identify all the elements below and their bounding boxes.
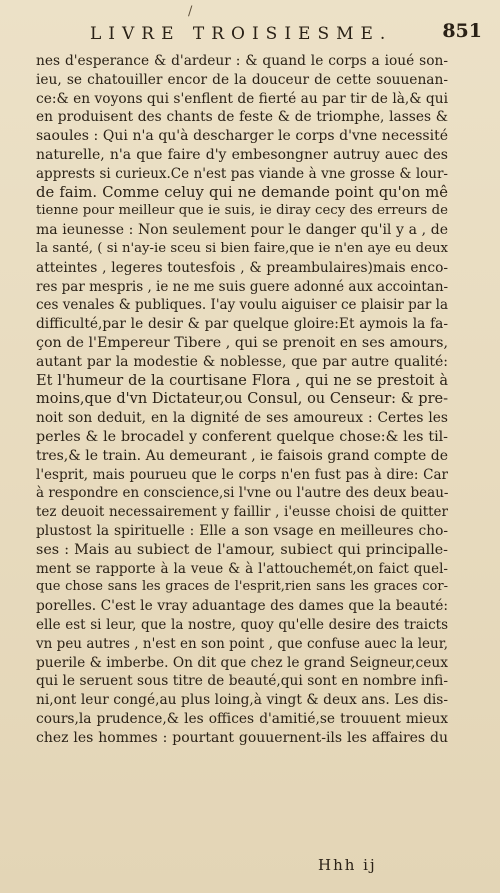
text-line: res par mespris , ie ne me suis guere adonné aux accointan- — [36, 278, 449, 295]
text-line: ieu, se chatouiller encor de la douceur de cette souuenan- — [36, 71, 448, 88]
text-line: à respondre en conscience,si l'vne ou l'autre des deux beau- — [36, 485, 449, 502]
text-line: çon de l'Empereur Tibere , qui se prenoit en ses amours, — [36, 334, 448, 351]
running-title: LIVRE TROISIESME. — [90, 24, 393, 44]
text-line: saoules : Qui n'a qu'à descharger le corps d'vne necessité — [36, 128, 448, 145]
text-line: chez les hommes : pourtant gouuernent-ils les affaires du — [36, 729, 448, 746]
text-line: ma ieunesse : Non seulement pour le danger qu'il y a , de — [36, 222, 448, 239]
text-line: puerile & imberbe. On dit que chez le grand Seigneur,ceux — [36, 654, 448, 671]
text-line: ni,ont leur congé,au plus loing,à vingt & deux ans. Les dis- — [36, 692, 448, 709]
text-line: atteintes , legeres toutesfois , & preambulaires)mais enco- — [36, 259, 448, 276]
text-line: Et l'humeur de la courtisane Flora , qui ne se prestoit à — [36, 372, 448, 389]
signature-mark: Hhh ij — [318, 856, 377, 874]
text-line: tres,& le train. Au demeurant , ie faisois grand compte de — [36, 447, 448, 464]
text-line: ment se rapporte à la veue & à l'attouchemét,on faict quel- — [36, 560, 448, 577]
text-line: ce:& en voyons qui s'enflent de fierté au par tir de là,& qui — [36, 90, 448, 107]
text-line: difficulté,par le desir & par quelque gloire:Et aymois la fa- — [36, 316, 448, 333]
text-line: naturelle, n'a que faire d'y embesongner autruy auec des — [36, 146, 448, 163]
text-line: en produisent des chants de feste & de triomphe, lasses & — [36, 109, 448, 126]
text-line: noit son deduit, en la dignité de ses amoureux : Certes les — [36, 410, 448, 427]
page-header — [80, 20, 482, 48]
text-line: moins,que d'vn Dictateur,ou Consul, ou Censeur: & pre- — [36, 391, 448, 408]
text-line: nes d'esperance & d'ardeur : & quand le corps a ioué son- — [36, 53, 448, 69]
text-line: tienne pour meilleur que ie suis, ie diray cecy des erreurs de — [36, 203, 448, 219]
text-line: que chose sans les graces de l'esprit,rien sans les graces cor- — [36, 579, 448, 595]
text-line: la santé, ( si n'ay-ie sceu si bien faire,que ie n'en aye eu deux — [36, 240, 448, 256]
text-line: tez deuoit necessairement y faillir , i'eusse choisi de quitter — [36, 504, 448, 521]
text-line: perles & le brocadel y conferent quelque chose:& les til- — [36, 428, 448, 445]
text-line: elle est si leur, que la nostre, quoy qu'elle desire des traicts — [36, 616, 448, 633]
text-line: apprests si curieux.Ce n'est pas viande à vne grosse & lour- — [36, 165, 448, 182]
text-line: plustost la spirituelle : Elle a son vsage en meilleures cho- — [36, 522, 448, 539]
text-line: l'esprit, mais pourueu que le corps n'en fust pas à dire: Car — [36, 466, 448, 483]
page-number: 851 — [442, 20, 482, 42]
text-line: ces venales & publiques. I'ay voulu aiguiser ce plaisir par la — [36, 297, 448, 314]
text-line: cours,la prudence,& les offices d'amitié,se trouuent mieux — [36, 710, 448, 727]
text-line: qui le seruent sous titre de beauté,qui sont en nombre infi- — [36, 673, 448, 690]
text-line: porelles. C'est le vray aduantage des dames que la beauté: — [36, 598, 448, 615]
text-line: ses : Mais au subiect de l'amour, subiect qui principalle- — [36, 541, 448, 558]
top-mark: / — [188, 4, 193, 19]
body-text — [36, 52, 448, 747]
text-line: vn peu autres , n'est en son point , que confuse auec la leur, — [36, 635, 448, 652]
text-line: de faim. Comme celuy qui ne demande point qu'on mê — [36, 183, 448, 201]
text-line: autant par la modestie & noblesse, que par autre qualité: — [36, 353, 448, 370]
